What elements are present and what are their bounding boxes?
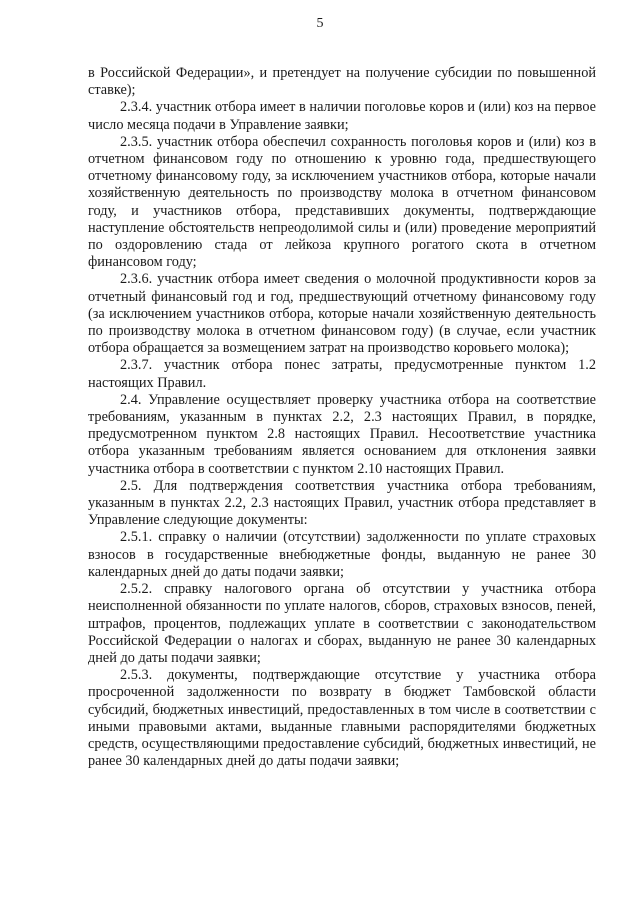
paragraph-2-5-3: 2.5.3. документы, подтверждающие отсутствие у участника отбора просроченной задолженности по возврату в бюджет Тамбовской области субсидий, бюджетных инвестиций, предоставленных в том числе в соответствии с иными правовыми актами, выданные главными распорядителями бюджетных средств, осуществляющими предоставление субсидий, бюджетных инвестиций, не ранее 30 календарных дней до даты подачи заявки; xyxy=(88,667,596,770)
paragraph-2-3-4: 2.3.4. участник отбора имеет в наличии поголовье коров и (или) коз на первое число месяца подачи в Управление заявки; xyxy=(88,99,596,133)
paragraph-2-4: 2.4. Управление осуществляет проверку участника отбора на соответствие требованиям, указанным в пунктах 2.2, 2.3 настоящих Правил, в порядке, предусмотренном пунктом 2.8 настоящих Правил. Несоответствие участника отбора указанным требованиям является основанием для отклонения заявки участника отбора в соответствии с пунктом 2.10 настоящих Правил. xyxy=(88,391,596,477)
paragraph-2-5-1: 2.5.1. справку о наличии (отсутствии) задолженности по уплате страховых взносов в государственные внебюджетные фонды, выданную не ранее 30 календарных дней до даты подачи заявки; xyxy=(88,529,596,580)
paragraph-2-5: 2.5. Для подтверждения соответствия участника отбора требованиям, указанным в пунктах 2.2, 2.3 настоящих Правил, участник отбора представляет в Управление следующие документы: xyxy=(88,477,596,529)
paragraph-continuation: в Российской Федерации», и претендует на получение субсидии по повышенной ставке); xyxy=(88,65,596,99)
page-number: 5 xyxy=(316,16,324,31)
paragraph-2-3-5: 2.3.5. участник отбора обеспечил сохранность поголовья коров и (или) коз в отчетном финансовом году по отношению к уровню года, предшествующего отчетному финансовому году, за исключением участников отбора, которые начали хозяйственную деятельность по производству молока в отчетном финансовом году, и участников отбора, представивших документы, подтверждающие наступление обстоятельств непреодолимой силы и (или) проведение мероприятий по оздоровлению стада от лейкоза крупного рогатого скота в отчетном финансовом году; xyxy=(88,133,596,271)
paragraph-2-3-7: 2.3.7. участник отбора понес затраты, предусмотренные пунктом 1.2 настоящих Правил. xyxy=(88,357,596,391)
document-body xyxy=(88,65,596,770)
paragraph-2-3-6: 2.3.6. участник отбора имеет сведения о молочной продуктивности коров за отчетный финансовый год и год, предшествующий отчетному финансовому году (за исключением участников отбора, которые начали хозяйственную деятельность по производству молока в отчетном финансовом году) (в случае, если участник отбора обращается за возмещением затрат на производство коровьего молока); xyxy=(88,271,596,357)
paragraph-2-5-2: 2.5.2. справку налогового органа об отсутствии у участника отбора неисполненной обязанности по уплате налогов, сборов, страховых взносов, пеней, штрафов, процентов, подлежащих уплате в соответствии с законодательством Российской Федерации о налогах и сборах, выданную не ранее 30 календарных дней до даты подачи заявки; xyxy=(88,581,596,666)
